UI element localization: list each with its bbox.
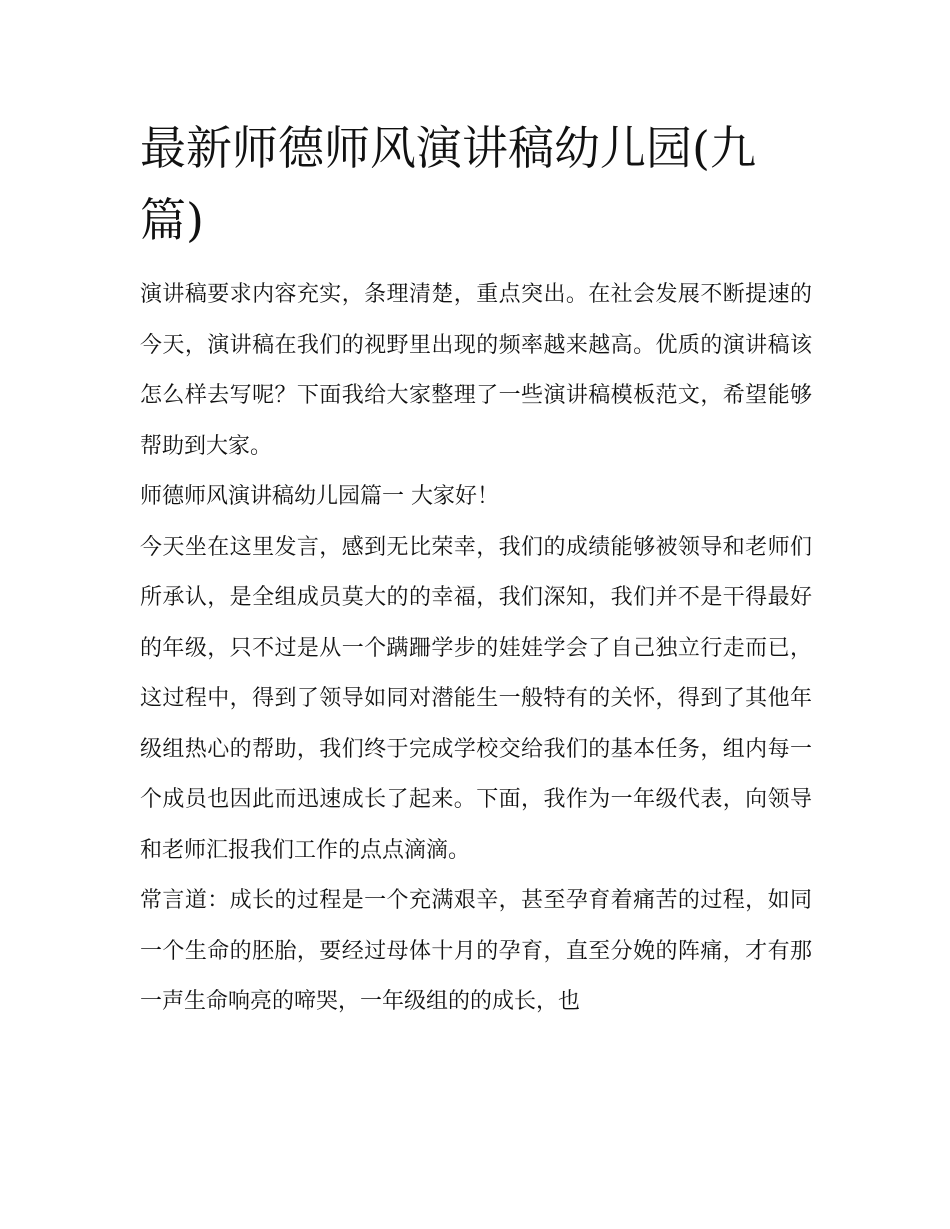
body-paragraph: 常言道：成长的过程是一个充满艰辛，甚至孕育着痛苦的过程，如同一个生命的胚胎，要经过母体十月的孕育，直至分娩的阵痛，才有那一声生命响亮的啼哭，一年级组的的成长，也 [140, 888, 812, 1014]
body-paragraph: 今天坐在这里发言，感到无比荣幸，我们的成绩能够被领导和老师们所承认，是全组成员莫大的的幸福，我们深知，我们并不是干得最好的年级，只不过是从一个蹒跚学步的娃娃学会了自己独立行走而已，这过程中，得到了领导如同对潜能生一般特有的关怀，得到了其他年级组热心的帮助，我们终于完成学校交给我们的基本任务，组内每一个成员也因此而迅速成长了起来。下面，我作为一年级代表，向领导和老师汇报我们工作的点点滴滴。 [140, 534, 812, 863]
document-title: 最新师德师风演讲稿幼儿园(九篇) [140, 121, 756, 247]
section-heading-paragraph: 师德师风演讲稿幼儿园篇一 大家好！ [140, 484, 499, 509]
intro-paragraph: 演讲稿要求内容充实，条理清楚，重点突出。在社会发展不断提速的今天，演讲稿在我们的视野里出现的频率越来越高。优质的演讲稿该怎么样去写呢？下面我给大家整理了一些演讲稿模板范文，希望能够帮助到大家。 [140, 282, 812, 459]
document-page [140, 112, 812, 1028]
